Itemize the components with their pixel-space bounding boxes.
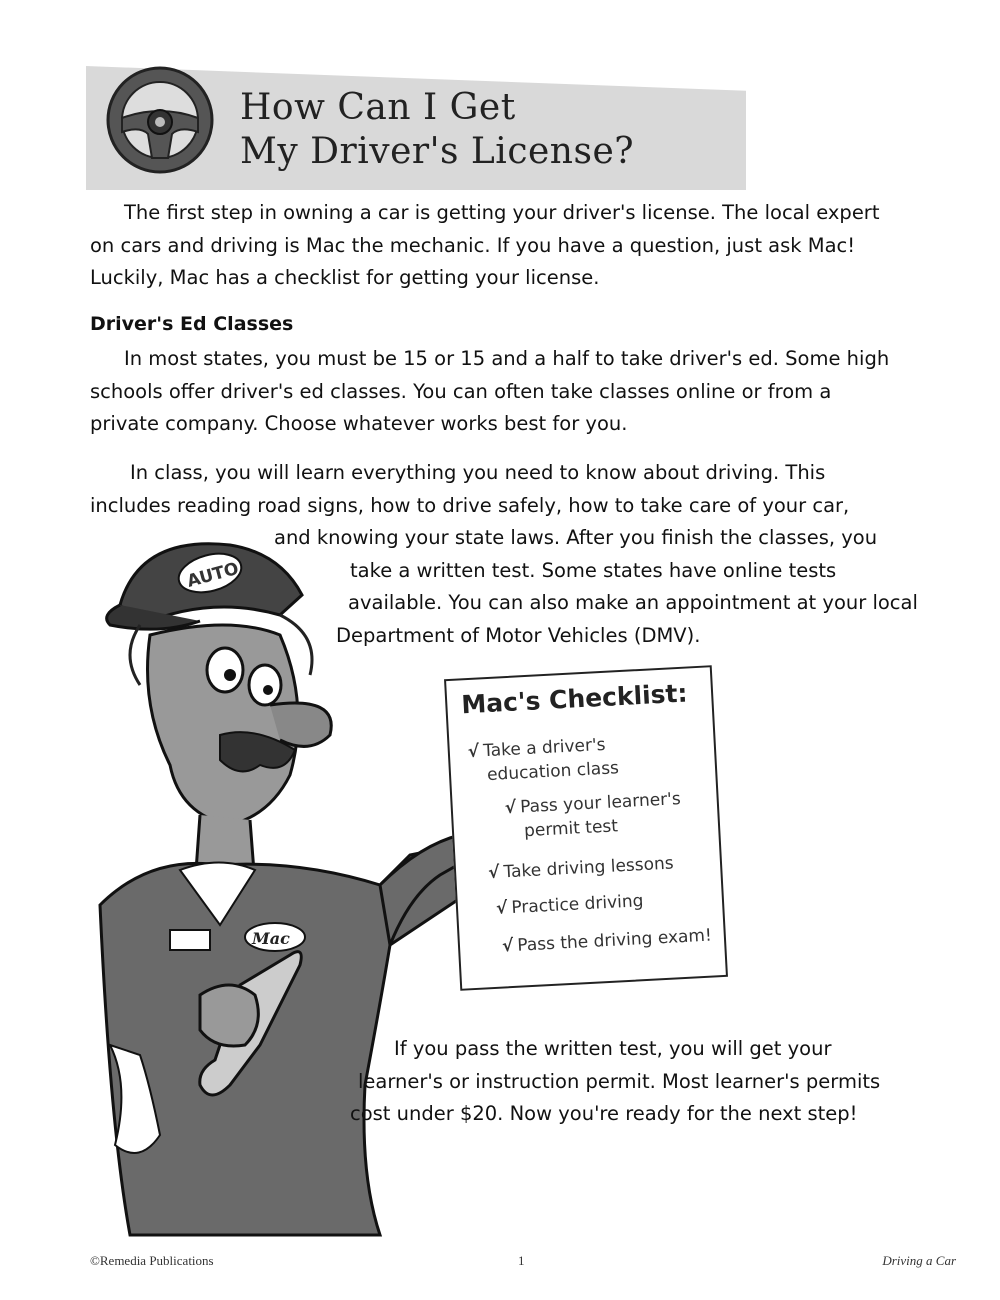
checklist-item xyxy=(488,851,675,885)
text-line: and knowing your state laws. After you finish the classes, you xyxy=(274,526,878,549)
check-icon: √ xyxy=(504,797,517,819)
footer-page-number: 1 xyxy=(518,1253,525,1268)
intro-paragraph xyxy=(90,197,879,295)
text-line: Department of Motor Vehicles (DMV). xyxy=(336,623,701,647)
paragraph-1 xyxy=(90,343,889,441)
checklist-item-text: Take a driver's xyxy=(482,734,606,762)
checklist-item xyxy=(467,732,619,788)
checklist-item xyxy=(495,889,644,921)
text-line: on cars and driving is Mac the mechanic. If you have a question, just ask Mac! xyxy=(90,233,856,257)
text-line: In class, you will learn everything you need to know about driving. This xyxy=(130,461,826,484)
check-icon: √ xyxy=(495,898,508,919)
checklist-item-text: Pass the driving exam! xyxy=(516,925,713,956)
text-line: schools offer driver's ed classes. You can often take classes online or from a xyxy=(90,379,832,403)
text-line: take a written test. Some states have online tests xyxy=(350,558,837,582)
page-title xyxy=(240,86,634,174)
text-line: cost under $20. Now you're ready for the next step! xyxy=(350,1102,858,1125)
patch-label: Mac xyxy=(252,929,290,948)
check-icon: √ xyxy=(467,741,480,763)
steering-wheel-icon xyxy=(100,60,220,180)
text-line: includes reading road signs, how to drive safely, how to take care of your car, xyxy=(90,493,850,517)
text-line: learner's or instruction permit. Most learner's permits xyxy=(358,1069,881,1093)
checklist-item xyxy=(501,924,712,959)
text-line: In most states, you must be 15 or 15 and a half to take driver's ed. Some high xyxy=(124,347,890,370)
footer-book-title: Driving a Car xyxy=(882,1253,956,1268)
checklist-title: Mac's Checklist: xyxy=(460,678,689,720)
checklist-item-text: permit test xyxy=(523,816,619,842)
checklist-item xyxy=(504,787,682,844)
check-icon: √ xyxy=(501,935,514,957)
text-line: private company. Choose whatever works best for you. xyxy=(90,412,628,435)
text-line: The first step in owning a car is getting your driver's license. The local expert xyxy=(124,201,880,224)
title-line-1: How Can I Get xyxy=(240,87,516,128)
text-line: available. You can also make an appointment at your local xyxy=(348,591,918,614)
check-icon: √ xyxy=(487,862,501,884)
checklist-card xyxy=(444,665,728,991)
checklist-item-text: Practice driving xyxy=(510,891,644,918)
checklist-item-text: Take driving lessons xyxy=(503,853,675,883)
footer-publisher: ©Remedia Publications xyxy=(90,1253,214,1268)
checklist-item-text: Pass your learner's xyxy=(519,789,682,818)
paragraph-3 xyxy=(350,1033,880,1131)
checklist-item-text: education class xyxy=(486,758,620,786)
cap-label: AUTO xyxy=(185,558,241,592)
text-line: If you pass the written test, you will get your xyxy=(394,1037,832,1060)
text-line: Luckily, Mac has a checklist for getting your license. xyxy=(90,266,600,289)
title-line-2: My Driver's License? xyxy=(240,131,635,172)
section-heading: Driver's Ed Classes xyxy=(90,313,294,335)
